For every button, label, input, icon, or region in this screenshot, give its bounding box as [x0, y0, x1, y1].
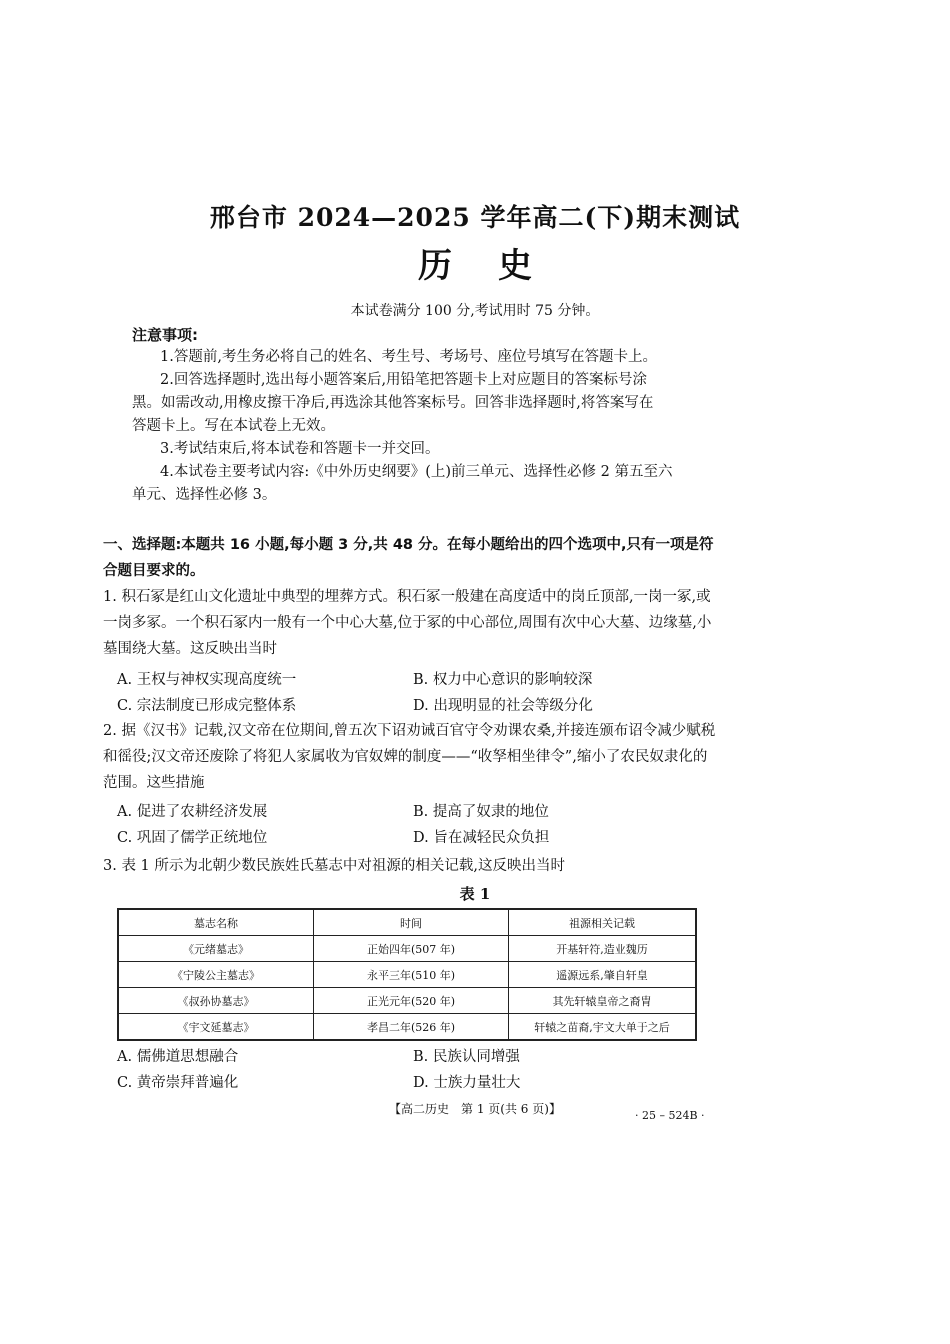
table-cell: 正光元年(520 年)	[314, 988, 509, 1014]
table-cell: 轩辕之苗裔,宇文大单于之后	[509, 1014, 697, 1041]
question-1-option-c: C. 宗法制度已形成完整体系	[117, 698, 297, 714]
question-3-option-a: A. 儒佛道思想融合	[117, 1049, 239, 1065]
table-cell: 《宁陵公主墓志》	[118, 962, 314, 988]
question-3-stem: 3. 表 1 所示为北朝少数民族姓氏墓志中对祖源的相关记载,这反映出当时	[103, 858, 565, 874]
question-1-stem: 1. 积石冢是红山文化遗址中典型的埋葬方式。积石冢一般建在高度适中的岗丘顶部,一岗一冢,或一岗多冢。一个积石冢内一般有一个中心大墓,位于冢的中心部位,周围有次中心大墓、边缘墓,小墓围绕大墓。这反映出当时	[103, 589, 712, 657]
question-2-option-c: C. 巩固了儒学正统地位	[117, 830, 268, 846]
table-cell: 其先轩辕皇帝之裔胄	[509, 988, 697, 1014]
table-cell: 正始四年(507 年)	[314, 936, 509, 962]
notice-heading: 注意事项:	[132, 326, 198, 344]
question-1-option-b: B. 权力中心意识的影响较深	[413, 672, 593, 688]
question-1-option-a: A. 王权与神权实现高度统一	[117, 672, 297, 688]
table-cell: 永平三年(510 年)	[314, 962, 509, 988]
table-row	[118, 962, 696, 988]
table-cell: 孝昌二年(526 年)	[314, 1014, 509, 1041]
notice-line: 1.答题前,考生务必将自己的姓名、考生号、考场号、座位号填写在答题卡上。	[160, 349, 657, 365]
question-3-option-b: B. 民族认同增强	[413, 1049, 520, 1065]
exam-title: 邢台市 2024—2025 学年高二(下)期末测试	[209, 203, 741, 232]
table-cell: 《叔孙协墓志》	[118, 988, 314, 1014]
full-score-note: 本试卷满分 100 分,考试用时 75 分钟。	[350, 303, 600, 319]
paper-code: · 25 – 524B ·	[635, 1109, 705, 1122]
notice-line: 单元、选择性必修 3。	[132, 487, 277, 503]
table-1	[117, 908, 697, 1041]
table-header-cell: 墓志名称	[118, 909, 314, 936]
table-header-cell: 祖源相关记载	[509, 909, 697, 936]
question-1-option-d: D. 出现明显的社会等级分化	[413, 698, 593, 714]
question-2-option-b: B. 提高了奴隶的地位	[413, 804, 549, 820]
notice-line: 4.本试卷主要考试内容:《中外历史纲要》(上)前三单元、选择性必修 2 第五至六	[160, 464, 673, 480]
notice-line: 黑。如需改动,用橡皮擦干净后,再选涂其他答案标号。回答非选择题时,将答案写在	[132, 395, 654, 411]
notice-line: 3.考试结束后,将本试卷和答题卡一并交回。	[160, 441, 440, 457]
table-header-cell: 时间	[314, 909, 509, 936]
table-header-row	[118, 909, 696, 936]
question-2-option-a: A. 促进了农耕经济发展	[117, 804, 268, 820]
notice-line: 答题卡上。写在本试卷上无效。	[132, 418, 335, 434]
page-footer: 【高二历史 第 1 页(共 6 页)】	[389, 1102, 561, 1116]
table-caption: 表 1	[459, 885, 491, 903]
table-row	[118, 988, 696, 1014]
section-heading: 一、选择题:本题共 16 小题,每小题 3 分,共 48 分。在每小题给出的四个选项中,只有一项是符合题目要求的。	[103, 537, 714, 579]
notice-line: 2.回答选择题时,选出每小题答案后,用铅笔把答题卡上对应题目的答案标号涂	[160, 372, 648, 388]
table-cell: 遥源远系,肇自轩皇	[509, 962, 697, 988]
question-3-option-d: D. 士族力量壮大	[413, 1075, 521, 1091]
question-3-option-c: C. 黄帝崇拜普遍化	[117, 1075, 239, 1091]
subject-title: 历史	[418, 246, 578, 286]
table-cell: 《宇文延墓志》	[118, 1014, 314, 1041]
table-row	[118, 936, 696, 962]
table-cell: 《元绪墓志》	[118, 936, 314, 962]
question-2-stem: 2. 据《汉书》记载,汉文帝在位期间,曾五次下诏劝诫百官守令劝课农桑,并接连颁布诏令减少赋税和徭役;汉文帝还废除了将犯人家属收为官奴婢的制度——“收孥相坐律令”,缩小了农民奴隶化的范围。这些措施	[103, 723, 716, 791]
question-2-option-d: D. 旨在减轻民众负担	[413, 830, 550, 846]
table-cell: 开基轩符,造业魏历	[509, 936, 697, 962]
table-row	[118, 1014, 696, 1041]
